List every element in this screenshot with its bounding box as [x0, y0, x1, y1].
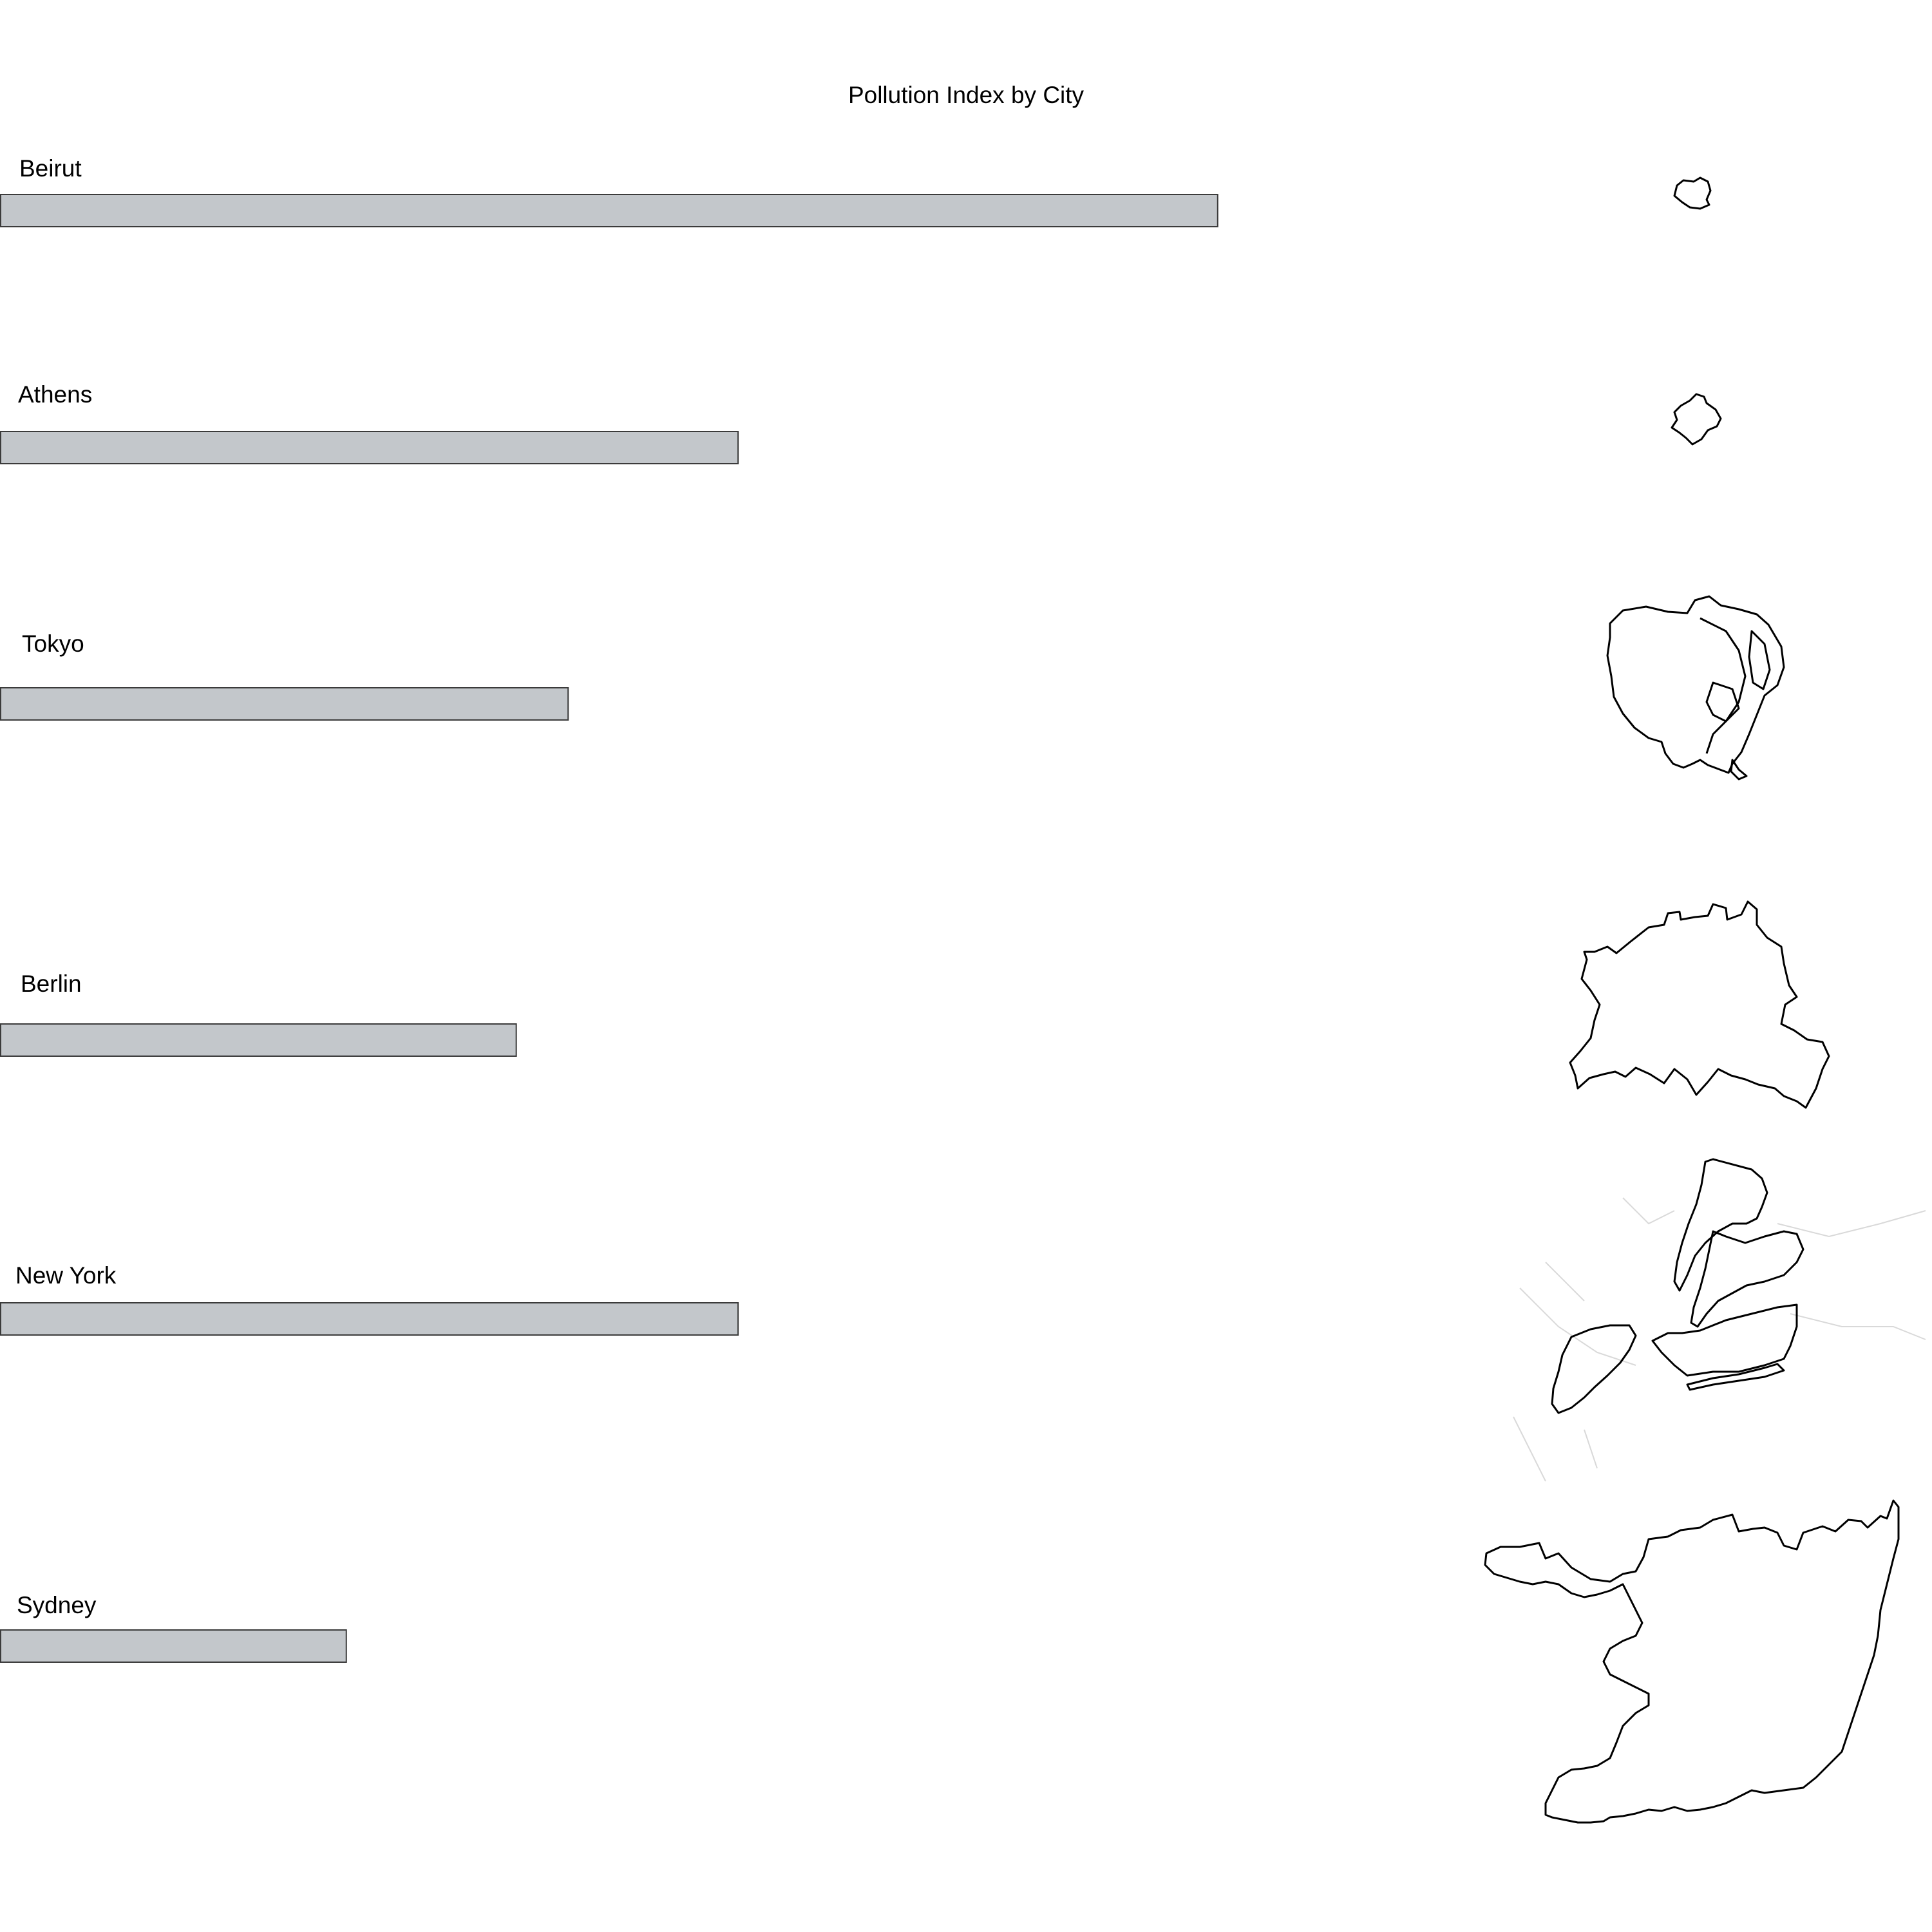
- new-york-outline-icon: [1513, 1159, 1926, 1481]
- city-label-tokyo: Tokyo: [22, 630, 84, 657]
- city-label-beirut: Beirut: [19, 155, 82, 182]
- bar-group: [1, 194, 1218, 1662]
- bar-sydney: [1, 1630, 346, 1662]
- city-label-new-york: New York: [15, 1262, 117, 1289]
- city-maps: [1485, 178, 1926, 1823]
- label-group: [15, 155, 117, 1618]
- chart-title: Pollution Index by City: [848, 82, 1084, 108]
- bar-new-york: [1, 1303, 738, 1335]
- bar-athens: [1, 431, 738, 464]
- bar-beirut: [1, 194, 1218, 227]
- city-label-sydney: Sydney: [17, 1592, 97, 1618]
- sydney-outline-icon: [1485, 1501, 1899, 1823]
- athens-outline-icon: [1672, 394, 1721, 444]
- city-label-athens: Athens: [18, 381, 93, 408]
- beirut-outline-icon: [1674, 178, 1710, 209]
- bar-tokyo: [1, 688, 568, 720]
- berlin-outline-icon: [1570, 902, 1829, 1108]
- tokyo-outline-icon: [1607, 596, 1784, 779]
- bar-berlin: [1, 1024, 516, 1056]
- city-label-berlin: Berlin: [21, 971, 82, 997]
